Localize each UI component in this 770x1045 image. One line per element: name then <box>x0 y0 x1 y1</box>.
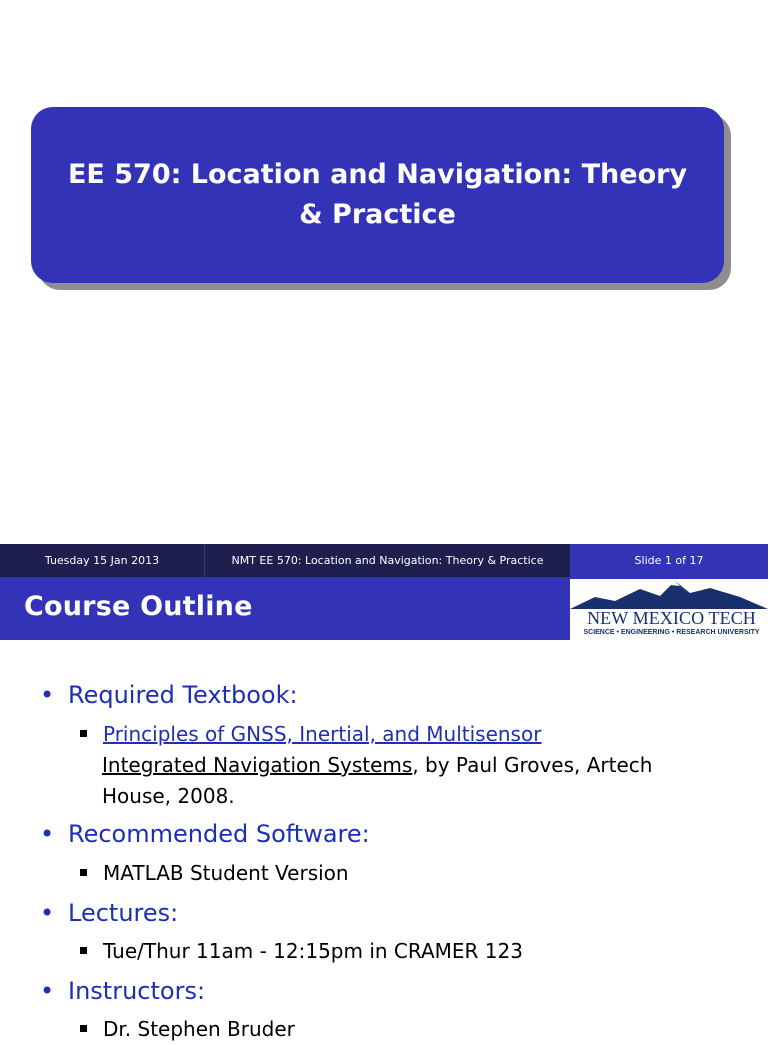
bullet-heading: Instructors: <box>68 977 206 1005</box>
instructor-item <box>80 1014 700 1045</box>
software-text: MATLAB Student Version <box>103 861 349 885</box>
bullet-heading: Lectures: <box>68 899 179 927</box>
slide-course-name: NMT EE 570: Location and Navigation: Theory & Practice <box>205 544 570 577</box>
slide-number: Slide 1 of 17 <box>570 544 768 577</box>
mountain-icon <box>570 579 768 609</box>
bullet-heading: Recommended Software: <box>68 820 370 848</box>
bullet-required-textbook <box>40 681 298 709</box>
instructor-text: Dr. Stephen Bruder <box>103 1017 295 1041</box>
bullet-dot-icon: • <box>40 681 55 709</box>
square-bullet-icon <box>80 1025 87 1032</box>
bullet-heading: Required Textbook: <box>68 681 298 709</box>
square-bullet-icon <box>80 947 87 954</box>
bullet-dot-icon: • <box>40 820 55 848</box>
lectures-item <box>80 936 700 967</box>
new-mexico-tech-logo <box>570 579 768 641</box>
textbook-entry <box>80 719 700 750</box>
bullet-instructors <box>40 977 205 1005</box>
textbook-link-part2[interactable]: Integrated Navigation Systems <box>102 753 413 777</box>
slide-info-strip <box>0 544 768 577</box>
page-title: Course Outline <box>24 591 253 622</box>
textbook-link-part1[interactable]: Principles of GNSS, Inertial, and Multisensor <box>103 722 542 746</box>
square-bullet-icon <box>80 730 87 737</box>
title-card <box>31 107 724 283</box>
bullet-dot-icon: • <box>40 899 55 927</box>
bullet-recommended-software <box>40 820 370 848</box>
logo-wordmark: NEW MEXICO TECH <box>587 608 756 628</box>
bullet-dot-icon: • <box>40 977 55 1005</box>
logo-tagline: SCIENCE • ENGINEERING • RESEARCH UNIVERSITY <box>583 629 760 636</box>
square-bullet-icon <box>80 869 87 876</box>
slide-date: Tuesday 15 Jan 2013 <box>0 544 205 577</box>
textbook-entry-continued <box>102 750 702 812</box>
textbook-details: , by Paul Groves, Artech House, 2008. <box>102 753 653 808</box>
lectures-text: Tue/Thur 11am - 12:15pm in CRAMER 123 <box>103 939 523 963</box>
bullet-lectures <box>40 899 178 927</box>
slide-body <box>0 640 768 1041</box>
slide-title-main: EE 570: Location and Navigation: Theory & Practice <box>67 159 688 230</box>
software-item <box>80 858 700 889</box>
